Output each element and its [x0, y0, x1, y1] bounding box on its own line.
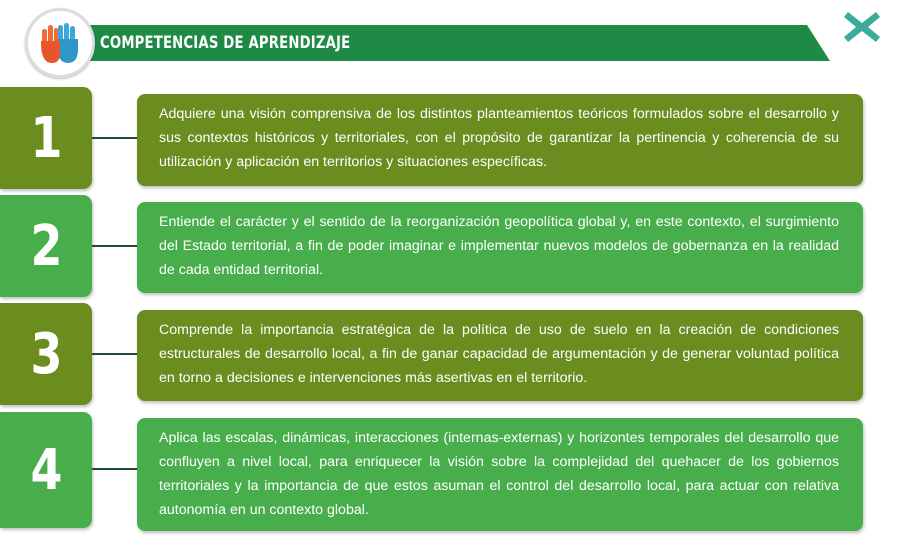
- hand-logo-icon: [38, 19, 82, 67]
- competency-number-label: 4: [30, 437, 62, 503]
- competency-number-2: [0, 195, 92, 297]
- page-title: COMPETENCIAS DE APRENDIZAJE: [100, 33, 351, 53]
- connector-line: [92, 137, 139, 139]
- competency-card-1: [137, 94, 863, 186]
- competency-text: Comprende la importancia estratégica de la política de uso de suelo en la creación de condiciones estructurales de desarrollo local, a fin de ganar capacidad de argumentación y de generar voluntad política en torno a decisiones e intervenciones más asertivas en el territorio.: [159, 322, 839, 386]
- competency-number-label: 3: [30, 321, 62, 387]
- competency-text: Aplica las escalas, dinámicas, interacciones (internas-externas) y horizontes temporales del desarrollo que confluyen a nivel local, para enriquecer la visión sobre la complejidad del quehacer de los gobiernos territoriales y la importancia de que estos asuman el control del desarrollo local, para actuar con relativa autonomía en un contexto global.: [159, 430, 839, 518]
- competency-card-2: [137, 202, 863, 293]
- competency-text: Entiende el carácter y el sentido de la reorganización geopolítica global y, en este contexto, el surgimiento del Estado territorial, a fin de poder imaginar e implementar nuevos modelos de gobernanza en la realidad de cada entidad territorial.: [159, 214, 839, 278]
- logo: [25, 8, 95, 78]
- competency-text: Adquiere una visión comprensiva de los distintos planteamientos teóricos formulados sobre el desarrollo y sus contextos históricos y territoriales, con el propósito de garantizar la pertinencia y coherencia de su utilización y aplicación en territorios y situaciones específicas.: [159, 106, 839, 170]
- connector-line: [92, 468, 139, 470]
- competency-number-label: 2: [30, 213, 62, 279]
- competency-number-1: [0, 87, 92, 189]
- competency-card-3: [137, 310, 863, 401]
- close-button[interactable]: [842, 8, 882, 46]
- competency-number-3: [0, 303, 92, 405]
- connector-line: [92, 245, 139, 247]
- close-icon: [842, 8, 882, 46]
- competency-card-4: [137, 418, 863, 531]
- competency-number-label: 1: [30, 105, 62, 171]
- competency-number-4: [0, 412, 92, 528]
- connector-line: [92, 353, 139, 355]
